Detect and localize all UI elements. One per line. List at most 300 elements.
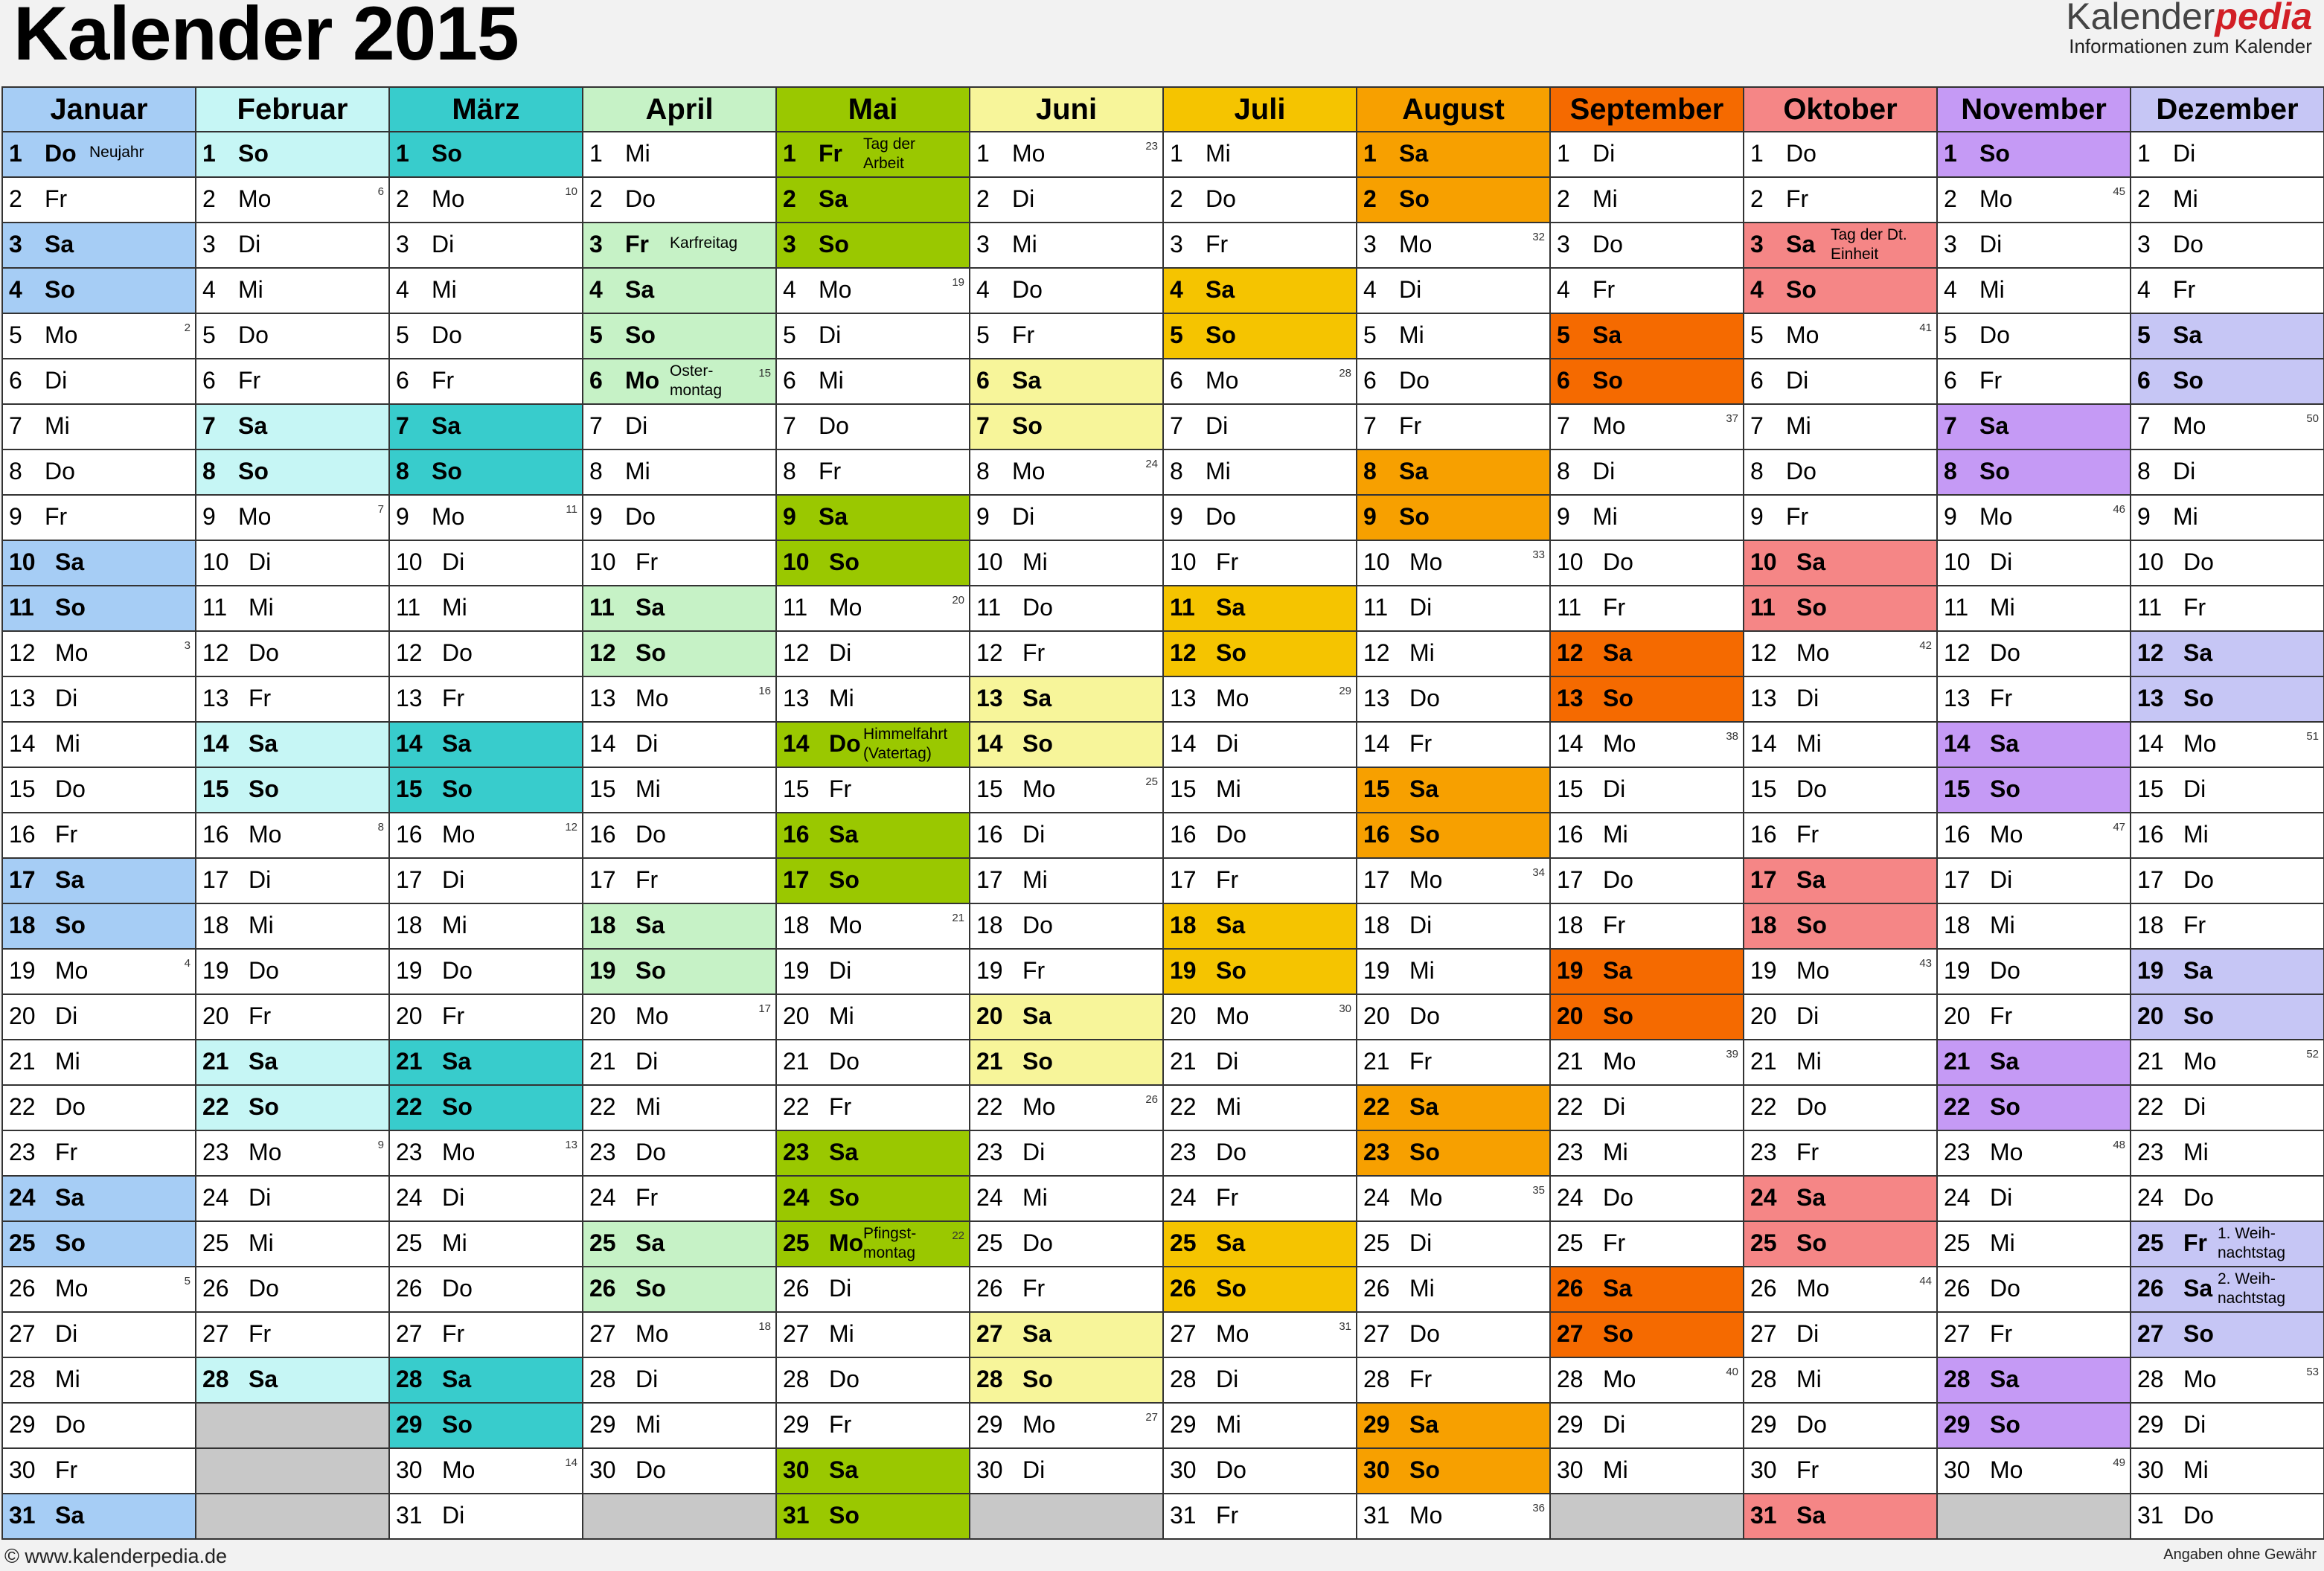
day-cell[interactable]	[1938, 1267, 2130, 1313]
day-cell[interactable]	[777, 723, 969, 768]
day-cell[interactable]	[3, 1404, 195, 1449]
day-cell[interactable]	[2131, 768, 2323, 813]
day-cell[interactable]	[196, 1040, 388, 1086]
day-cell[interactable]	[777, 359, 969, 405]
day-cell[interactable]	[1164, 1177, 1356, 1222]
day-cell[interactable]	[3, 450, 195, 496]
day-cell[interactable]	[196, 405, 388, 450]
day-cell[interactable]	[196, 586, 388, 632]
day-cell[interactable]	[1744, 1404, 1936, 1449]
day-cell[interactable]	[1938, 269, 2130, 314]
day-cell[interactable]	[390, 1449, 582, 1494]
day-cell[interactable]	[970, 1086, 1162, 1131]
day-cell[interactable]	[196, 359, 388, 405]
day-cell[interactable]	[1551, 496, 1743, 541]
day-cell[interactable]	[1551, 950, 1743, 995]
day-cell[interactable]	[3, 1131, 195, 1177]
day-cell[interactable]	[583, 586, 775, 632]
day-cell[interactable]	[970, 450, 1162, 496]
day-cell[interactable]	[196, 1086, 388, 1131]
day-cell[interactable]	[2131, 269, 2323, 314]
day-cell[interactable]	[1357, 859, 1549, 904]
day-cell[interactable]	[1357, 314, 1549, 359]
day-cell[interactable]	[2131, 223, 2323, 269]
day-cell[interactable]	[1551, 1313, 1743, 1358]
day-cell[interactable]	[3, 1040, 195, 1086]
day-cell[interactable]	[390, 1313, 582, 1358]
day-cell[interactable]	[1164, 1222, 1356, 1267]
day-cell[interactable]	[2131, 677, 2323, 723]
day-cell[interactable]	[2131, 1267, 2323, 1313]
day-cell[interactable]	[196, 223, 388, 269]
day-cell[interactable]	[1357, 995, 1549, 1040]
day-cell[interactable]	[777, 1086, 969, 1131]
day-cell[interactable]	[196, 1267, 388, 1313]
day-cell[interactable]	[2131, 1449, 2323, 1494]
day-cell[interactable]	[2131, 1131, 2323, 1177]
day-cell[interactable]	[1938, 1131, 2130, 1177]
day-cell[interactable]	[1357, 1267, 1549, 1313]
day-cell[interactable]	[1551, 995, 1743, 1040]
day-cell[interactable]	[970, 1313, 1162, 1358]
day-cell[interactable]	[196, 1222, 388, 1267]
day-cell[interactable]	[1938, 1177, 2130, 1222]
day-cell[interactable]	[970, 813, 1162, 859]
day-cell[interactable]	[777, 450, 969, 496]
day-cell[interactable]	[1164, 1404, 1356, 1449]
day-cell[interactable]	[1744, 723, 1936, 768]
day-cell[interactable]	[390, 859, 582, 904]
day-cell[interactable]	[1551, 1358, 1743, 1404]
day-cell[interactable]	[390, 904, 582, 950]
day-cell[interactable]	[1551, 859, 1743, 904]
day-cell[interactable]	[1551, 178, 1743, 223]
day-cell[interactable]	[1357, 178, 1549, 223]
day-cell[interactable]	[2131, 813, 2323, 859]
day-cell[interactable]	[196, 904, 388, 950]
day-cell[interactable]	[583, 632, 775, 677]
day-cell[interactable]	[1164, 405, 1356, 450]
day-cell[interactable]	[1938, 541, 2130, 586]
day-cell[interactable]	[583, 995, 775, 1040]
day-cell[interactable]	[1938, 314, 2130, 359]
day-cell[interactable]	[1357, 1222, 1549, 1267]
day-cell[interactable]	[1938, 1222, 2130, 1267]
day-cell[interactable]	[1744, 950, 1936, 995]
day-cell[interactable]	[1357, 677, 1549, 723]
day-cell[interactable]	[777, 1494, 969, 1540]
day-cell[interactable]	[970, 950, 1162, 995]
day-cell[interactable]	[2131, 859, 2323, 904]
day-cell[interactable]	[1938, 359, 2130, 405]
day-cell[interactable]	[1164, 314, 1356, 359]
day-cell[interactable]	[1551, 1131, 1743, 1177]
day-cell[interactable]	[3, 1177, 195, 1222]
day-cell[interactable]	[1164, 223, 1356, 269]
day-cell[interactable]	[1938, 496, 2130, 541]
day-cell[interactable]	[1551, 1404, 1743, 1449]
day-cell[interactable]	[583, 1267, 775, 1313]
day-cell[interactable]	[2131, 723, 2323, 768]
day-cell[interactable]	[390, 496, 582, 541]
day-cell[interactable]	[777, 405, 969, 450]
day-cell[interactable]	[1744, 1040, 1936, 1086]
day-cell[interactable]	[1164, 813, 1356, 859]
day-cell[interactable]	[970, 586, 1162, 632]
day-cell[interactable]	[1164, 632, 1356, 677]
day-cell[interactable]	[2131, 450, 2323, 496]
day-cell[interactable]	[1551, 813, 1743, 859]
day-cell[interactable]	[970, 359, 1162, 405]
day-cell[interactable]	[1357, 632, 1549, 677]
day-cell[interactable]	[390, 1358, 582, 1404]
day-cell[interactable]	[1164, 269, 1356, 314]
day-cell[interactable]	[970, 496, 1162, 541]
day-cell[interactable]	[1357, 1404, 1549, 1449]
day-cell[interactable]	[1357, 1040, 1549, 1086]
day-cell[interactable]	[1551, 1267, 1743, 1313]
day-cell[interactable]	[1938, 223, 2130, 269]
day-cell[interactable]	[1938, 586, 2130, 632]
day-cell[interactable]	[970, 1267, 1162, 1313]
day-cell[interactable]	[970, 859, 1162, 904]
day-cell[interactable]	[777, 223, 969, 269]
day-cell[interactable]	[583, 1086, 775, 1131]
day-cell[interactable]	[1357, 1086, 1549, 1131]
day-cell[interactable]	[1357, 541, 1549, 586]
day-cell[interactable]	[1744, 269, 1936, 314]
day-cell[interactable]	[3, 269, 195, 314]
day-cell[interactable]	[390, 1222, 582, 1267]
copyright-link[interactable]: © www.kalenderpedia.de	[4, 1545, 228, 1567]
day-cell[interactable]	[1551, 359, 1743, 405]
day-cell[interactable]	[1551, 1086, 1743, 1131]
day-cell[interactable]	[583, 1313, 775, 1358]
day-cell[interactable]	[1744, 995, 1936, 1040]
day-cell[interactable]	[1551, 450, 1743, 496]
day-cell[interactable]	[2131, 496, 2323, 541]
day-cell[interactable]	[1551, 314, 1743, 359]
day-cell[interactable]	[970, 269, 1162, 314]
day-cell[interactable]	[970, 178, 1162, 223]
day-cell[interactable]	[390, 1494, 582, 1540]
day-cell[interactable]	[583, 1222, 775, 1267]
day-cell[interactable]	[390, 541, 582, 586]
day-cell[interactable]	[1164, 1494, 1356, 1540]
day-cell[interactable]	[3, 405, 195, 450]
day-cell[interactable]	[1744, 1449, 1936, 1494]
day-cell[interactable]	[1938, 995, 2130, 1040]
day-cell[interactable]	[777, 586, 969, 632]
day-cell[interactable]	[2131, 1177, 2323, 1222]
day-cell[interactable]	[1938, 1086, 2130, 1131]
day-cell[interactable]	[1744, 859, 1936, 904]
day-cell[interactable]	[196, 723, 388, 768]
day-cell[interactable]	[3, 768, 195, 813]
day-cell[interactable]	[1164, 1449, 1356, 1494]
day-cell[interactable]	[583, 450, 775, 496]
day-cell[interactable]	[1357, 405, 1549, 450]
day-cell[interactable]	[1938, 813, 2130, 859]
day-cell[interactable]	[1551, 586, 1743, 632]
day-cell[interactable]	[196, 950, 388, 995]
day-cell[interactable]	[2131, 1358, 2323, 1404]
day-cell[interactable]	[2131, 1222, 2323, 1267]
day-cell[interactable]	[970, 1177, 1162, 1222]
day-cell[interactable]	[1744, 178, 1936, 223]
day-cell[interactable]	[3, 541, 195, 586]
day-cell[interactable]	[3, 1086, 195, 1131]
day-cell[interactable]	[390, 677, 582, 723]
day-cell[interactable]	[1164, 1358, 1356, 1404]
day-cell[interactable]	[196, 1177, 388, 1222]
day-cell[interactable]	[1744, 541, 1936, 586]
day-cell[interactable]	[583, 359, 775, 405]
day-cell[interactable]	[777, 813, 969, 859]
day-cell[interactable]	[3, 359, 195, 405]
day-cell[interactable]	[3, 1358, 195, 1404]
day-cell[interactable]	[1744, 132, 1936, 178]
day-cell[interactable]	[777, 859, 969, 904]
day-cell[interactable]	[1938, 132, 2130, 178]
day-cell[interactable]	[777, 1358, 969, 1404]
day-cell[interactable]	[1164, 359, 1356, 405]
day-cell[interactable]	[1164, 1040, 1356, 1086]
day-cell[interactable]	[196, 768, 388, 813]
day-cell[interactable]	[2131, 1313, 2323, 1358]
day-cell[interactable]	[1551, 1040, 1743, 1086]
day-cell[interactable]	[583, 405, 775, 450]
day-cell[interactable]	[1938, 950, 2130, 995]
day-cell[interactable]	[3, 586, 195, 632]
day-cell[interactable]	[1357, 1131, 1549, 1177]
day-cell[interactable]	[1744, 1494, 1936, 1540]
day-cell[interactable]	[970, 1449, 1162, 1494]
day-cell[interactable]	[1938, 405, 2130, 450]
day-cell[interactable]	[777, 1177, 969, 1222]
day-cell[interactable]	[583, 496, 775, 541]
day-cell[interactable]	[390, 1177, 582, 1222]
day-cell[interactable]	[583, 950, 775, 995]
day-cell[interactable]	[1744, 223, 1936, 269]
day-cell[interactable]	[3, 1267, 195, 1313]
day-cell[interactable]	[2131, 359, 2323, 405]
day-cell[interactable]	[1164, 586, 1356, 632]
day-cell[interactable]	[196, 677, 388, 723]
day-cell[interactable]	[196, 269, 388, 314]
day-cell[interactable]	[777, 995, 969, 1040]
day-cell[interactable]	[1164, 677, 1356, 723]
day-cell[interactable]	[390, 314, 582, 359]
day-cell[interactable]	[1938, 768, 2130, 813]
day-cell[interactable]	[196, 178, 388, 223]
day-cell[interactable]	[970, 1222, 1162, 1267]
day-cell[interactable]	[3, 223, 195, 269]
day-cell[interactable]	[1164, 178, 1356, 223]
day-cell[interactable]	[3, 132, 195, 178]
day-cell[interactable]	[583, 1131, 775, 1177]
day-cell[interactable]	[3, 1222, 195, 1267]
day-cell[interactable]	[390, 813, 582, 859]
day-cell[interactable]	[1551, 904, 1743, 950]
day-cell[interactable]	[2131, 1040, 2323, 1086]
day-cell[interactable]	[583, 768, 775, 813]
day-cell[interactable]	[196, 314, 388, 359]
day-cell[interactable]	[2131, 950, 2323, 995]
day-cell[interactable]	[970, 132, 1162, 178]
day-cell[interactable]	[970, 1404, 1162, 1449]
day-cell[interactable]	[196, 1358, 388, 1404]
day-cell[interactable]	[583, 541, 775, 586]
day-cell[interactable]	[2131, 1404, 2323, 1449]
day-cell[interactable]	[3, 632, 195, 677]
day-cell[interactable]	[1164, 859, 1356, 904]
day-cell[interactable]	[3, 723, 195, 768]
day-cell[interactable]	[777, 1404, 969, 1449]
day-cell[interactable]	[1551, 405, 1743, 450]
day-cell[interactable]	[1357, 132, 1549, 178]
day-cell[interactable]	[390, 723, 582, 768]
day-cell[interactable]	[777, 677, 969, 723]
day-cell[interactable]	[1164, 723, 1356, 768]
day-cell[interactable]	[1357, 1313, 1549, 1358]
day-cell[interactable]	[2131, 178, 2323, 223]
day-cell[interactable]	[1357, 450, 1549, 496]
day-cell[interactable]	[970, 632, 1162, 677]
day-cell[interactable]	[3, 859, 195, 904]
day-cell[interactable]	[1744, 813, 1936, 859]
day-cell[interactable]	[777, 1222, 969, 1267]
day-cell[interactable]	[777, 1131, 969, 1177]
day-cell[interactable]	[1744, 1267, 1936, 1313]
day-cell[interactable]	[390, 995, 582, 1040]
day-cell[interactable]	[3, 1494, 195, 1540]
day-cell[interactable]	[583, 677, 775, 723]
day-cell[interactable]	[390, 632, 582, 677]
day-cell[interactable]	[1938, 723, 2130, 768]
day-cell[interactable]	[1164, 768, 1356, 813]
day-cell[interactable]	[1164, 1313, 1356, 1358]
day-cell[interactable]	[1357, 223, 1549, 269]
day-cell[interactable]	[583, 1449, 775, 1494]
day-cell[interactable]	[2131, 586, 2323, 632]
day-cell[interactable]	[1357, 1494, 1549, 1540]
day-cell[interactable]	[2131, 632, 2323, 677]
day-cell[interactable]	[390, 405, 582, 450]
day-cell[interactable]	[777, 904, 969, 950]
day-cell[interactable]	[196, 813, 388, 859]
day-cell[interactable]	[390, 1086, 582, 1131]
day-cell[interactable]	[3, 677, 195, 723]
day-cell[interactable]	[970, 904, 1162, 950]
day-cell[interactable]	[1938, 677, 2130, 723]
day-cell[interactable]	[583, 723, 775, 768]
day-cell[interactable]	[583, 859, 775, 904]
day-cell[interactable]	[1551, 723, 1743, 768]
day-cell[interactable]	[1744, 677, 1936, 723]
day-cell[interactable]	[1357, 768, 1549, 813]
day-cell[interactable]	[2131, 904, 2323, 950]
day-cell[interactable]	[1744, 450, 1936, 496]
day-cell[interactable]	[390, 1040, 582, 1086]
day-cell[interactable]	[1357, 1449, 1549, 1494]
day-cell[interactable]	[3, 995, 195, 1040]
day-cell[interactable]	[196, 632, 388, 677]
day-cell[interactable]	[3, 178, 195, 223]
day-cell[interactable]	[1551, 1449, 1743, 1494]
day-cell[interactable]	[196, 859, 388, 904]
day-cell[interactable]	[1551, 223, 1743, 269]
day-cell[interactable]	[2131, 541, 2323, 586]
day-cell[interactable]	[3, 904, 195, 950]
day-cell[interactable]	[1744, 904, 1936, 950]
day-cell[interactable]	[777, 950, 969, 995]
day-cell[interactable]	[583, 1040, 775, 1086]
day-cell[interactable]	[1551, 1222, 1743, 1267]
day-cell[interactable]	[1357, 723, 1549, 768]
day-cell[interactable]	[2131, 995, 2323, 1040]
day-cell[interactable]	[1357, 359, 1549, 405]
day-cell[interactable]	[1357, 1358, 1549, 1404]
day-cell[interactable]	[1357, 269, 1549, 314]
day-cell[interactable]	[777, 768, 969, 813]
day-cell[interactable]	[3, 314, 195, 359]
day-cell[interactable]	[1938, 178, 2130, 223]
day-cell[interactable]	[583, 1177, 775, 1222]
day-cell[interactable]	[196, 541, 388, 586]
day-cell[interactable]	[390, 1267, 582, 1313]
day-cell[interactable]	[390, 269, 582, 314]
day-cell[interactable]	[777, 314, 969, 359]
day-cell[interactable]	[1164, 541, 1356, 586]
day-cell[interactable]	[777, 1313, 969, 1358]
day-cell[interactable]	[1551, 269, 1743, 314]
day-cell[interactable]	[2131, 314, 2323, 359]
day-cell[interactable]	[196, 132, 388, 178]
day-cell[interactable]	[1938, 1404, 2130, 1449]
day-cell[interactable]	[970, 723, 1162, 768]
day-cell[interactable]	[1164, 1267, 1356, 1313]
day-cell[interactable]	[970, 405, 1162, 450]
day-cell[interactable]	[1164, 904, 1356, 950]
day-cell[interactable]	[390, 178, 582, 223]
day-cell[interactable]	[196, 450, 388, 496]
day-cell[interactable]	[1164, 496, 1356, 541]
day-cell[interactable]	[1938, 904, 2130, 950]
day-cell[interactable]	[1938, 859, 2130, 904]
day-cell[interactable]	[1551, 768, 1743, 813]
day-cell[interactable]	[1744, 1313, 1936, 1358]
day-cell[interactable]	[2131, 405, 2323, 450]
day-cell[interactable]	[1551, 677, 1743, 723]
day-cell[interactable]	[777, 541, 969, 586]
day-cell[interactable]	[583, 132, 775, 178]
day-cell[interactable]	[1938, 1040, 2130, 1086]
day-cell[interactable]	[1164, 1131, 1356, 1177]
day-cell[interactable]	[583, 314, 775, 359]
day-cell[interactable]	[1357, 904, 1549, 950]
day-cell[interactable]	[390, 950, 582, 995]
day-cell[interactable]	[2131, 1494, 2323, 1540]
day-cell[interactable]	[1551, 541, 1743, 586]
day-cell[interactable]	[196, 1131, 388, 1177]
day-cell[interactable]	[390, 450, 582, 496]
day-cell[interactable]	[1938, 632, 2130, 677]
day-cell[interactable]	[970, 1131, 1162, 1177]
day-cell[interactable]	[1551, 132, 1743, 178]
day-cell[interactable]	[1357, 1177, 1549, 1222]
day-cell[interactable]	[1744, 405, 1936, 450]
